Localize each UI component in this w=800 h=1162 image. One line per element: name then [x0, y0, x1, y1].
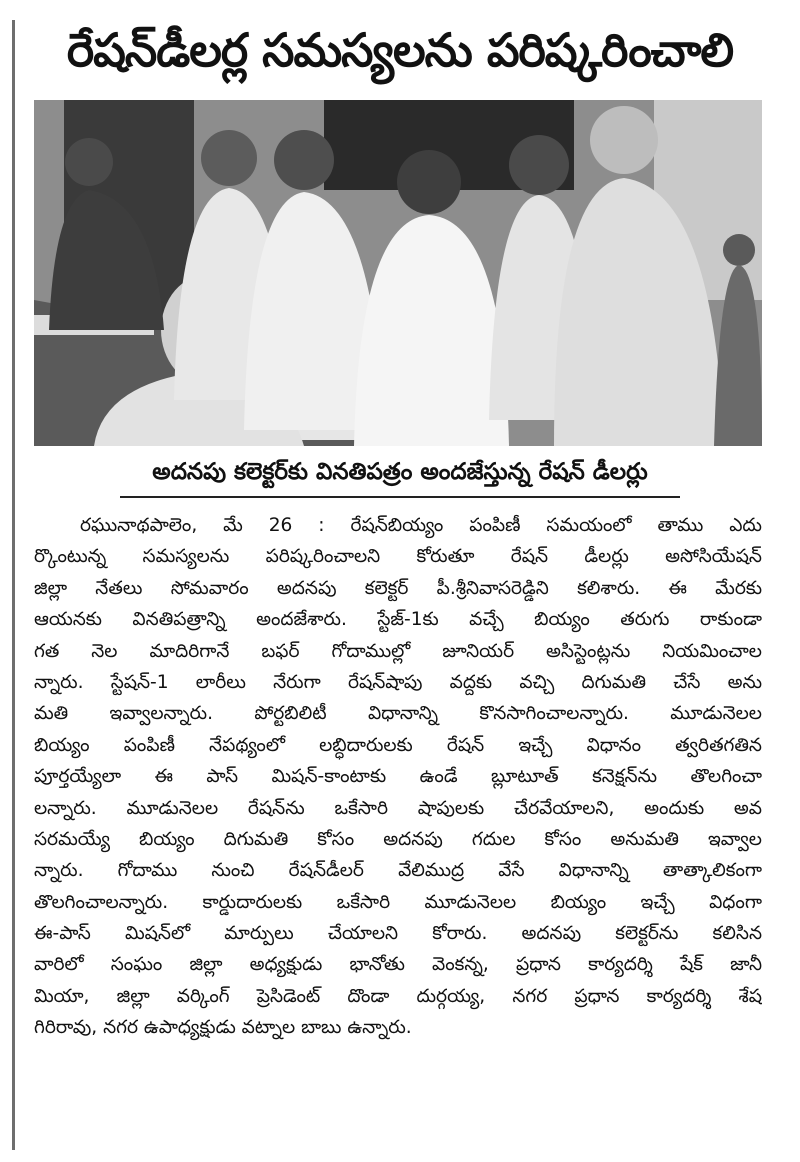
body-line: మియా, జిల్లా వర్కింగ్ ప్రెసిడెంట్ దొండా దుర్గయ్య, నగర ప్రధాన కార్యదర్శి శేష	[34, 985, 762, 1007]
body-line: బియ్యం పంపిణీ నేపథ్యంలో లబ్ధిదారులకు రేషన్ ఇచ్చే విధానం త్వరితగతిన	[34, 734, 762, 756]
body-line: పూర్తయ్యేలా ఈ పాస్ మిషన్-కాంటాకు ఉండే బ్లూటూత్ కనెక్షన్‌ను తొలగించా	[34, 766, 762, 788]
body-line: సరమయ్యే బియ్యం దిగుమతి కోసం అదనపు గదుల కోసం అనుమతి ఇవ్వాల	[34, 828, 762, 850]
news-photo	[34, 100, 762, 446]
body-line: వారిలో సంఘం జిల్లా అధ్యక్షుడు భానోతు వెంకన్న, ప్రధాన కార్యదర్శి షేక్ జానీ	[34, 954, 762, 976]
body-line: రఘునాథపాలెం, మే 26 : రేషన్‌బియ్యం పంపిణీ సమయంలో తాము ఎదు	[80, 515, 762, 536]
photo-caption: అదనపు కలెక్టర్‌కు వినతిపత్రం అందజేస్తున్న రేషన్ డీలర్లు	[152, 459, 648, 485]
column-rule	[12, 20, 15, 1150]
body-line: గిరిరావు, నగర ఉపాధ్యక్షుడు వట్నాల బాబు ఉన్నారు.	[34, 1017, 412, 1039]
body-line: జిల్లా నేతలు సోమవారం అదనపు కలెక్టర్ పీ.శ్రీనివాసరెడ్డిని కలిశారు. ఈ మేరకు	[34, 577, 762, 599]
body-line: ఆయనకు వినతిపత్రాన్ని అందజేశారు. స్టేజ్-1కు వచ్చే బియ్యం తరుగు రాకుండా	[34, 609, 762, 631]
body-line: లన్నారు. మూడునెలల రేషన్‌ను ఒకేసారి షాపులకు చేరవేయాలని, అందుకు అవ	[34, 797, 762, 819]
photo-icon	[34, 100, 762, 446]
article-body	[34, 510, 762, 1150]
article-headline: రేషన్‌డీలర్ల సమస్యలను పరిష్కరించాలి	[66, 23, 734, 77]
body-line: ర్కొంటున్న సమస్యలను పరిష్కరించాలని కోరుతూ రేషన్ డీలర్లు అసోసియేషన్	[34, 546, 762, 568]
caption-underline	[120, 496, 680, 498]
body-line: న్నారు. గోదాము నుంచి రేషన్‌డీలర్ వేలిముద్ర వేసే విధానాన్ని తాత్కాలికంగా	[34, 860, 762, 882]
body-line: గత నెల మాదిరిగానే బఫర్ గోదాముల్లో జూనియర్ అసిస్టెంట్లను నియమించాల	[34, 640, 762, 662]
body-line: ఈ-పాస్ మిషన్‌లో మార్పులు చేయాలని కోరారు. అదనపు కలెక్టర్‌ను కలిసిన	[34, 923, 762, 945]
body-line: తొలగించాలన్నారు. కార్డుదారులకు ఒకేసారి మూడునెలల బియ్యం ఇచ్చే విధంగా	[34, 891, 762, 913]
body-line: మతి ఇవ్వాలన్నారు. పోర్టబిలిటీ విధానాన్ని కొనసాగించాలన్నారు. మూడునెలల	[34, 703, 762, 725]
body-line: న్నారు. స్టేషన్-1 లారీలు నేరుగా రేషన్‌షాపు వద్దకు వచ్చి దిగుమతి చేసే అను	[34, 671, 762, 693]
